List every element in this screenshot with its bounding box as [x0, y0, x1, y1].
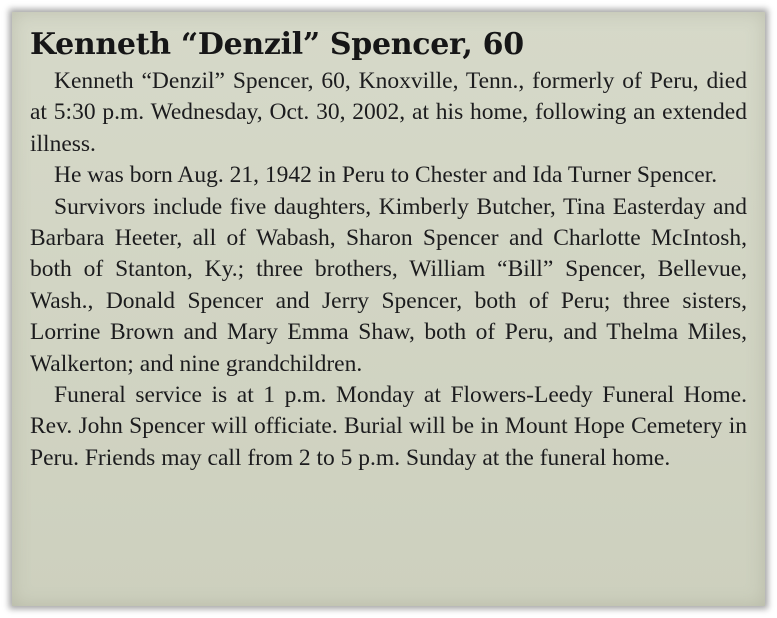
newspaper-clipping	[12, 12, 765, 606]
paragraph-survivors: Survivors include five daughters, Kimberly Butcher, Tina Easterday and Barbara Heeter, all of Wabash, Sharon Spencer and Charlotte McIntosh, both of Stanton, Ky.; three brothers, William “Bill” Spencer, Bellevue, Wash., Donald Spencer and Jerry Spencer, both of Peru; three sisters, Lorrine Brown and Mary Emma Shaw, both of Peru, and Thelma Miles, Walkerton; and nine grandchildren.	[30, 193, 747, 377]
paragraph-funeral-service: Funeral service is at 1 p.m. Monday at Flowers-Leedy Funeral Home. Rev. John Spencer will officiate. Burial will be in Mount Hope Cemetery in Peru. Friends may call from 2 to 5 p.m. Sunday at the funeral home.	[30, 382, 747, 471]
obituary-headline: Kenneth “Denzil” Spencer, 60	[30, 27, 524, 62]
paragraph-death-notice: Kenneth “Denzil” Spencer, 60, Knoxville, Tenn., formerly of Peru, died at 5:30 p.m. Wednesday, Oct. 30, 2002, at his home, following an extended illness.	[30, 68, 747, 157]
paragraph-birth: He was born Aug. 21, 1942 in Peru to Chester and Ida Turner Spencer.	[54, 162, 718, 189]
